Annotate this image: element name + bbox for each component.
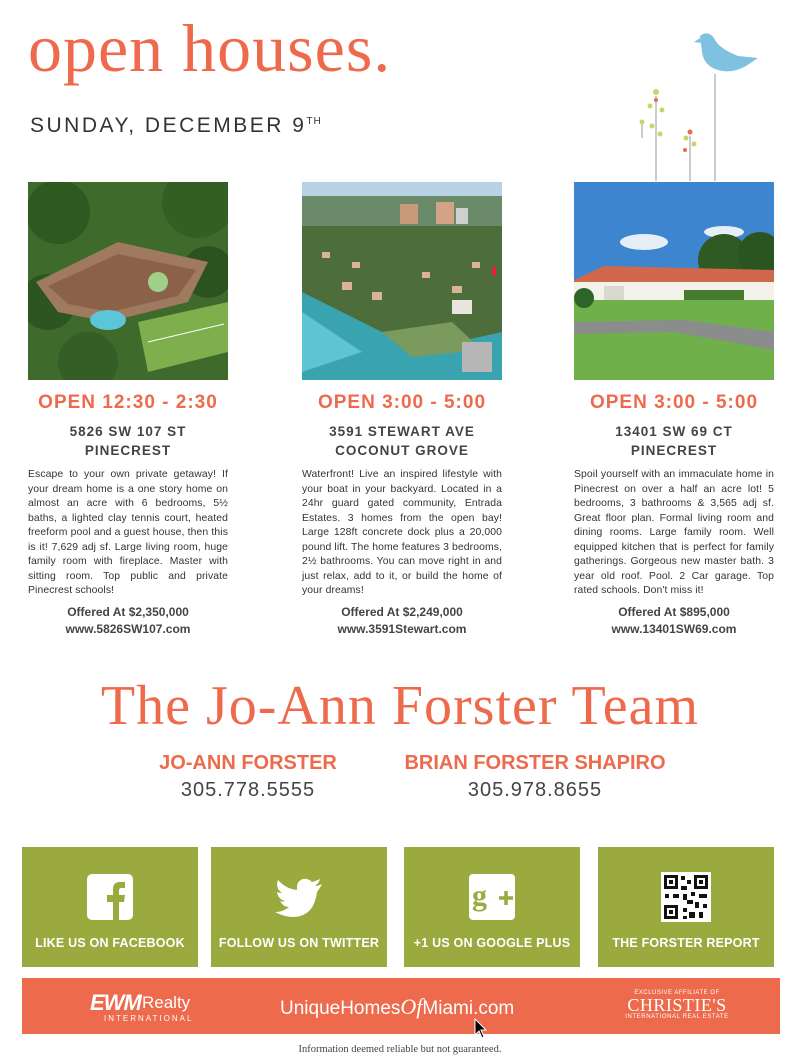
unique-homes-part: UniqueHomes (280, 998, 401, 1019)
listing-price: Offered At $2,249,000 (341, 604, 463, 619)
christies-affiliate-text: EXCLUSIVE AFFILIATE OF (634, 990, 720, 996)
listing-website-link[interactable]: www.3591Stewart.com (337, 621, 467, 636)
twitter-icon (267, 872, 331, 922)
google-plus-icon (467, 872, 517, 922)
listing-website-link[interactable]: www.5826SW107.com (65, 621, 191, 636)
date-text: SUNDAY, DECEMBER 9 (30, 114, 307, 137)
forster-report-tile[interactable] (598, 847, 774, 967)
open-time: OPEN 12:30 - 2:30 (38, 392, 218, 413)
twitter-tile[interactable] (211, 847, 387, 967)
street-address: 13401 SW 69 CT (615, 424, 733, 439)
facebook-icon (85, 872, 135, 922)
agent-phone[interactable]: 305.978.8655 (467, 779, 603, 801)
ewm-realty-logo[interactable] (90, 990, 240, 1024)
neighborhood: PINECREST (630, 443, 718, 458)
agent-contact (380, 752, 690, 802)
listing-price: Offered At $895,000 (618, 604, 730, 619)
christies-name: CHRISTIE'S (627, 995, 727, 1015)
listing-website-link[interactable]: www.13401SW69.com (611, 621, 737, 636)
listing-address (302, 422, 502, 460)
listing-photo[interactable] (302, 182, 502, 380)
facebook-tile[interactable] (22, 847, 198, 967)
ewm-realty-text: Realty (142, 993, 191, 1012)
open-time: OPEN 3:00 - 5:00 (317, 392, 487, 413)
twitter-label: FOLLOW US ON TWITTER (218, 936, 380, 950)
listing-card (28, 182, 228, 636)
listing-photo[interactable] (574, 182, 774, 380)
footer-banner (22, 978, 780, 1034)
unique-homes-domain: Miami.com (422, 998, 515, 1019)
date-suffix: TH (306, 116, 322, 127)
listing-description: Spoil yourself with an immaculate home in Pinecrest on over a half an acre lot! 5 bedrooms, 3 bathrooms & 3,565 adj sf. Great floor plan. Formal living room and dining rooms. Large family room. Well equipped kitchen that is perfect for family gatherings. Gorgeous new master bath. 3 year old roof. Pool. 2 Car garage. Top rated schools. Don't miss it! (574, 469, 774, 596)
listing-address (574, 422, 774, 460)
listing-photo[interactable] (28, 182, 228, 380)
listing-card (302, 182, 502, 636)
neighborhood: COCONUT GROVE (335, 443, 469, 458)
listing-card (574, 182, 774, 636)
ewm-mark: EWM (90, 990, 141, 1015)
agent-phone[interactable]: 305.778.5555 (180, 779, 316, 801)
agent-name: BRIAN FORSTER SHAPIRO (404, 752, 666, 774)
listing-price: Offered At $2,350,000 (67, 604, 189, 619)
neighborhood: PINECREST (84, 443, 172, 458)
listing-address (28, 422, 228, 460)
team-heading: The Jo-Ann Forster Team (100, 675, 700, 737)
qr-code-icon (661, 872, 711, 922)
street-address: 3591 STEWART AVE (329, 424, 475, 439)
mouse-cursor-icon (474, 1018, 488, 1040)
svg-text:g: g (472, 879, 487, 912)
facebook-label: LIKE US ON FACEBOOK (35, 936, 185, 950)
open-house-date (30, 114, 322, 138)
listing-description: Escape to your own private getaway! If your dream home is a one story home on almost an acre with 6 bedrooms, 5½ baths, a lighted clay tennis court, heated freeform pool and a guest house, then this is it! 7,629 adj sf. Large living room, huge family room with fireplace. Master with sitting room. Top public and private Pinecrest schools! (28, 469, 228, 596)
page-title: open houses. (28, 10, 392, 86)
christies-logo[interactable] (602, 990, 752, 1020)
unique-homes-link[interactable] (280, 994, 514, 1020)
unique-homes-of: Of (400, 994, 423, 1019)
google-plus-tile[interactable] (404, 847, 580, 967)
ewm-international-text: INTERNATIONAL (104, 1014, 194, 1023)
google-plus-label: +1 US ON GOOGLE PLUS (413, 936, 571, 950)
forster-report-label: THE FORSTER REPORT (612, 936, 760, 950)
open-time: OPEN 3:00 - 5:00 (589, 392, 759, 413)
christies-subtitle: INTERNATIONAL REAL ESTATE (625, 1014, 729, 1020)
disclaimer: Information deemed reliable but not guaranteed. (298, 1044, 502, 1055)
bird-on-branches-illustration (630, 26, 780, 186)
listing-description: Waterfront! Live an inspired lifestyle with your boat in your backyard. Located in a 24hr guard gated community, Entrada Estates. 3 homes from the open bay! Large 128ft concrete dock plus a 20,000 pound lift. The home features 3 bedrooms, 2½ bathrooms. You can move right in and just relax, add to it, or build the home of your dreams! (302, 469, 502, 596)
agent-name: JO-ANN FORSTER (159, 752, 337, 774)
agent-contact (128, 752, 368, 802)
street-address: 5826 SW 107 ST (69, 424, 187, 439)
